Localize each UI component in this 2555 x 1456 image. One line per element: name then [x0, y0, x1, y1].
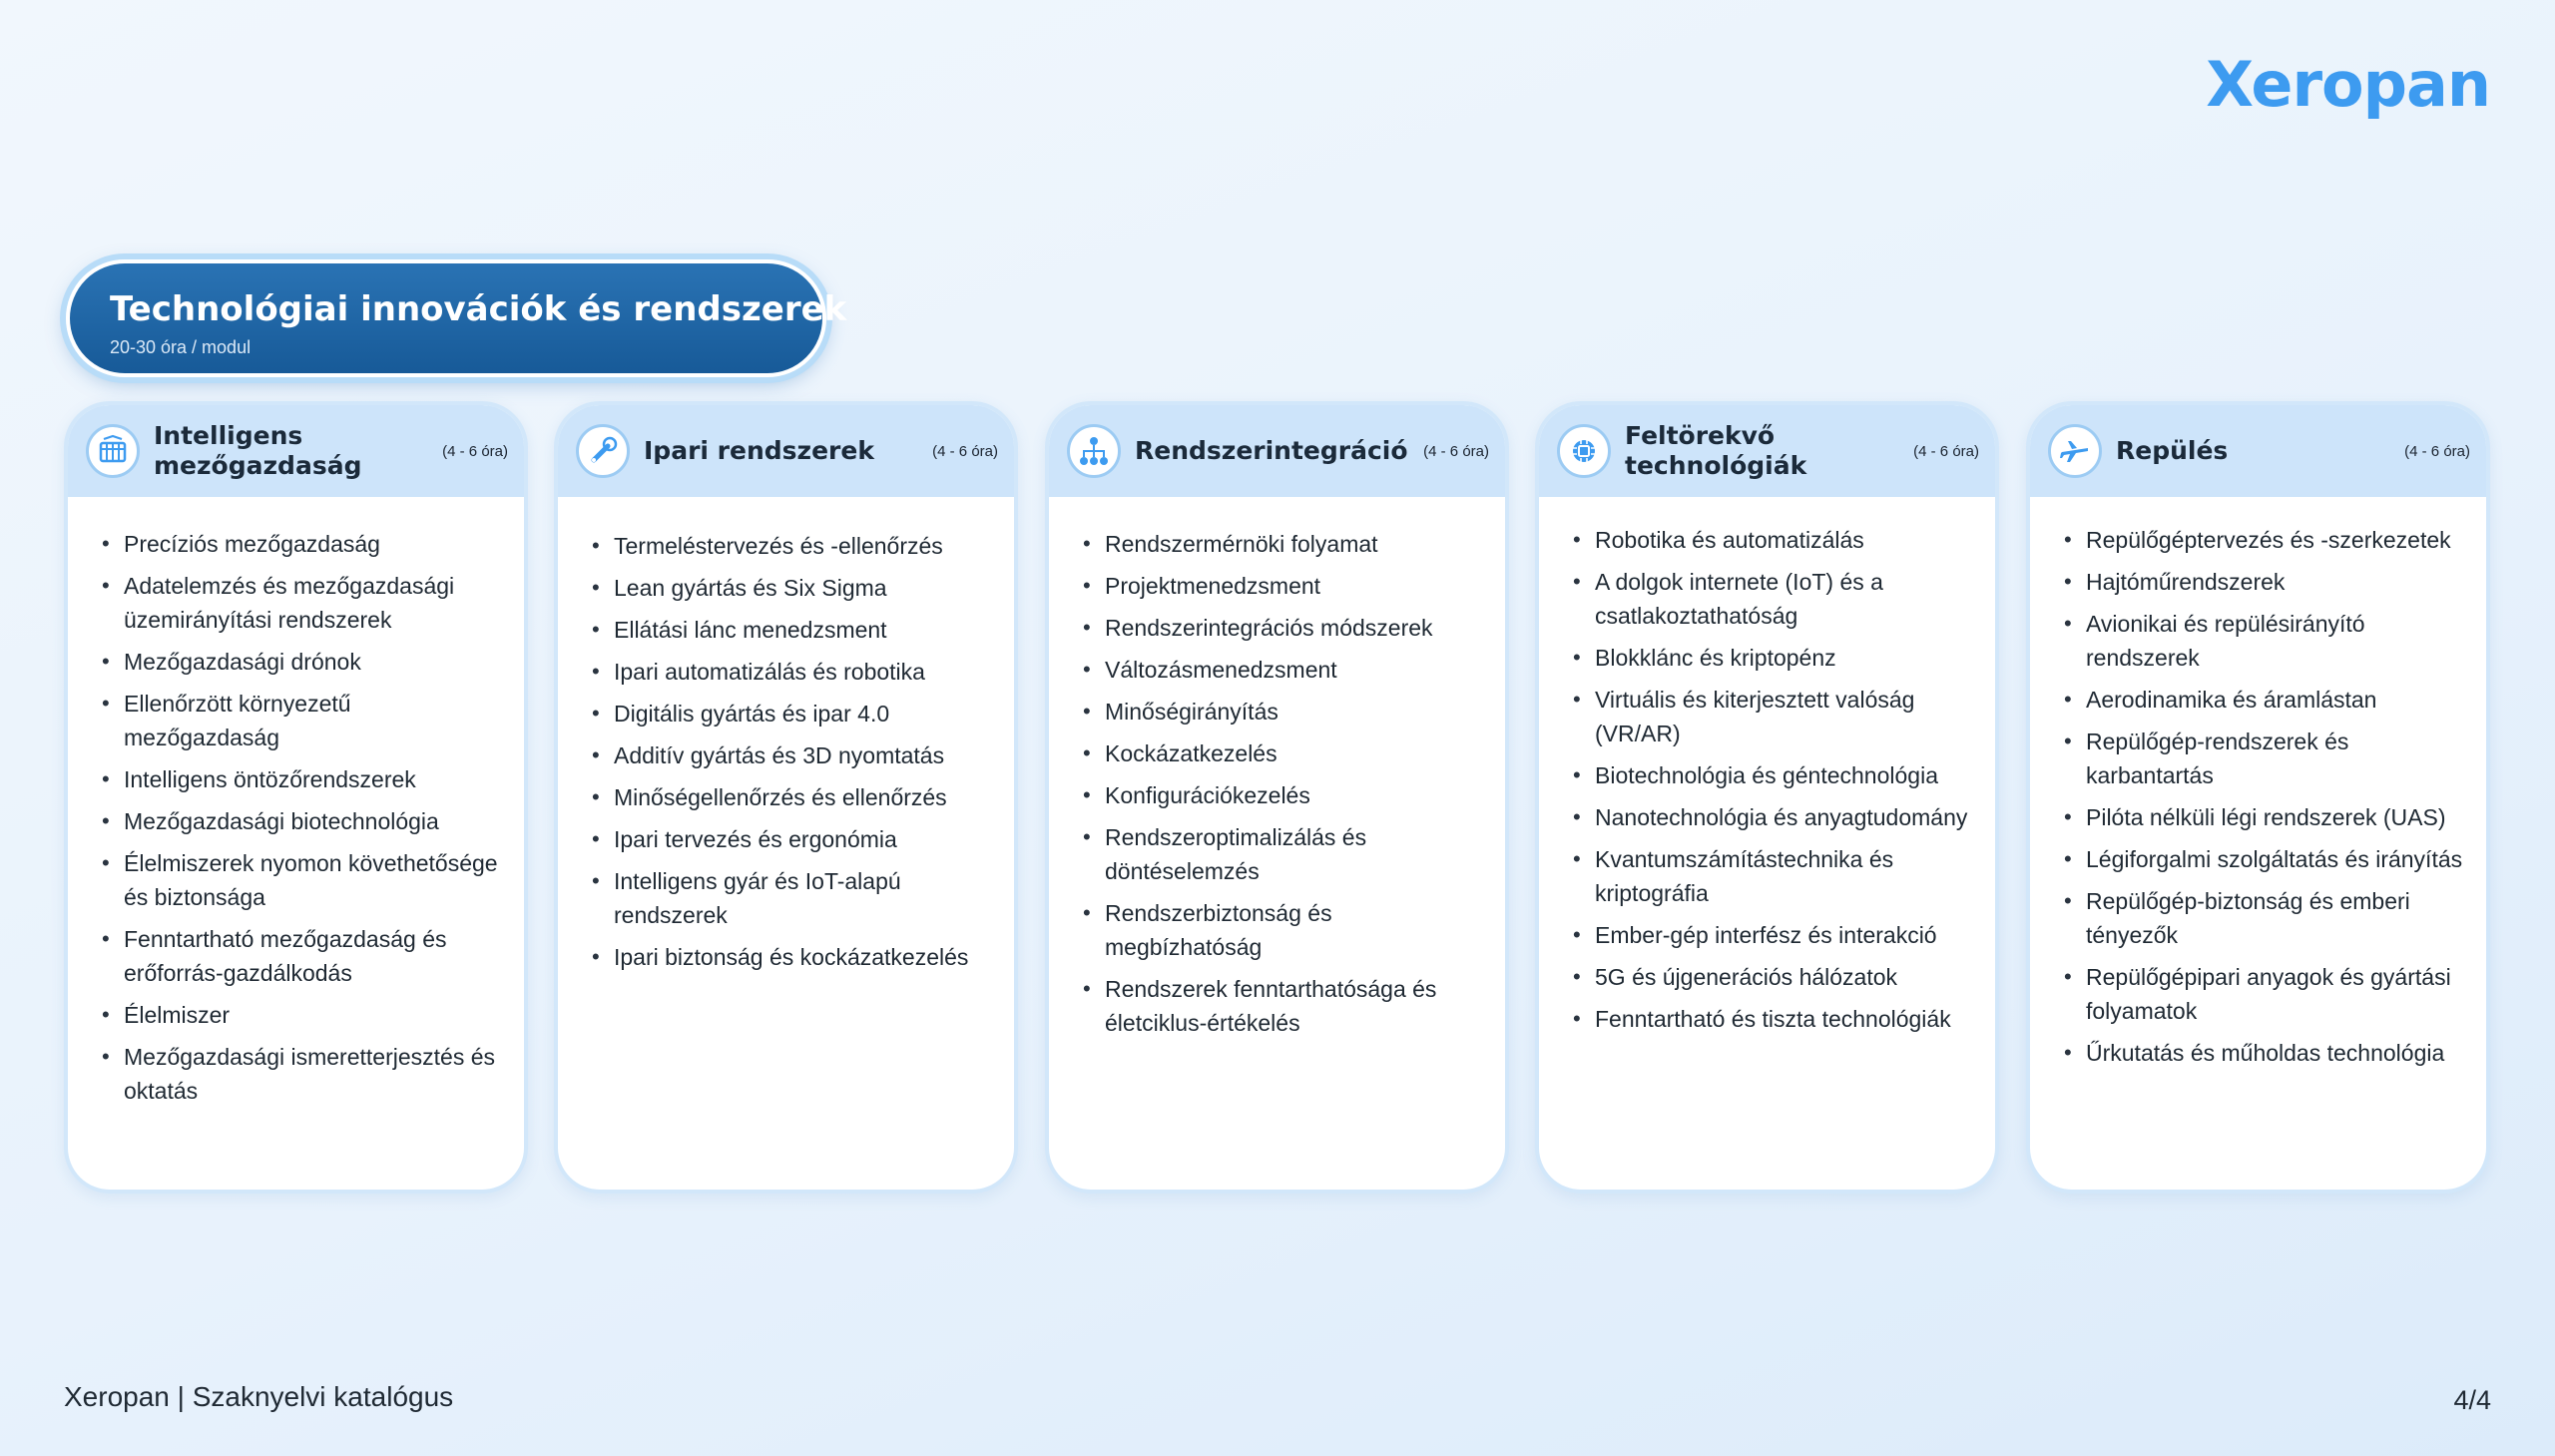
list-item: • A dolgok internete (IoT) és a csatlakoztathatóság: [1595, 565, 1981, 633]
card-hours: (4 - 6 óra): [1913, 442, 1979, 460]
list-item: • Élelmiszerek nyomon követhetősége és biztonsága: [124, 846, 510, 914]
card-intelligent-agriculture: [64, 401, 528, 1194]
card-hours: (4 - 6 óra): [442, 442, 508, 460]
list-item: • Hajtóműrendszerek: [2086, 565, 2472, 599]
list-item: • Változásmenedzsment: [1105, 653, 1491, 687]
card-header: [68, 405, 524, 497]
footer-catalog-title: Xeropan | Szaknyelvi katalógus: [64, 1381, 454, 1412]
card-emerging-technologies: [1535, 401, 1999, 1194]
topic-list: [1539, 523, 1995, 1036]
airplane-icon: [2048, 424, 2102, 478]
topic-list: [1049, 527, 1505, 1040]
card-industrial-systems: [554, 401, 1018, 1194]
card-header: [1049, 405, 1505, 497]
list-item: • Termeléstervezés és -ellenőrzés: [614, 529, 1000, 563]
list-item: • Nanotechnológia és anyagtudomány: [1595, 800, 1981, 834]
card-header: [1539, 405, 1995, 497]
list-item: • Rendszeroptimalizálás és döntéselemzés: [1105, 820, 1491, 888]
module-title: Technológiai innovációk és rendszerek: [110, 289, 847, 329]
card-hours: (4 - 6 óra): [932, 442, 998, 460]
list-item: • Intelligens öntözőrendszerek: [124, 762, 510, 796]
list-item: • Ember-gép interfész és interakció: [1595, 918, 1981, 952]
wrench-icon: [576, 424, 630, 478]
chip-icon: [1557, 424, 1611, 478]
card-title: Feltörekvő technológiák: [1625, 421, 1807, 480]
list-item: • Avionikai és repülésirányító rendszerek: [2086, 607, 2472, 675]
list-item: • Ipari automatizálás és robotika: [614, 655, 1000, 689]
list-item: • Aerodinamika és áramlástan: [2086, 683, 2472, 717]
list-item: • Fenntartható mezőgazdaság és erőforrás-gazdálkodás: [124, 922, 510, 990]
card-title: Intelligens mezőgazdaság: [154, 421, 362, 480]
list-item: • Projektmenedzsment: [1105, 569, 1491, 603]
list-item: • Repülőgéptervezés és -szerkezetek: [2086, 523, 2472, 557]
topic-list: [68, 527, 524, 1108]
card-header: [2030, 405, 2486, 497]
module-duration: 20-30 óra / modul: [110, 337, 252, 357]
card-hours: (4 - 6 óra): [2404, 442, 2470, 460]
list-item: • Mezőgazdasági biotechnológia: [124, 804, 510, 838]
list-item: • Űrkutatás és műholdas technológia: [2086, 1036, 2472, 1070]
list-item: • Élelmiszer: [124, 998, 510, 1032]
list-item: • Minőségellenőrzés és ellenőrzés: [614, 780, 1000, 814]
list-item: • Pilóta nélküli légi rendszerek (UAS): [2086, 800, 2472, 834]
list-item: • Minőségirányítás: [1105, 695, 1491, 728]
list-item: • Konfigurációkezelés: [1105, 778, 1491, 812]
list-item: • Biotechnológia és géntechnológia: [1595, 758, 1981, 792]
list-item: • Ellátási lánc menedzsment: [614, 613, 1000, 647]
list-item: • Mezőgazdasági drónok: [124, 645, 510, 679]
list-item: • Kvantumszámítástechnika és kriptográfia: [1595, 842, 1981, 910]
list-item: • Rendszerintegrációs módszerek: [1105, 611, 1491, 645]
list-item: • Precíziós mezőgazdaság: [124, 527, 510, 561]
list-item: • Rendszerbiztonság és megbízhatóság: [1105, 896, 1491, 964]
topic-list: [558, 529, 1014, 974]
list-item: • Repülőgépipari anyagok és gyártási folyamatok: [2086, 960, 2472, 1028]
list-item: • Légiforgalmi szolgáltatás és irányítás: [2086, 842, 2472, 876]
page-number: 4/4: [2453, 1385, 2491, 1415]
farm-icon: [86, 424, 140, 478]
card-title: Rendszerintegráció: [1135, 436, 1408, 465]
list-item: • Adatelemzés és mezőgazdasági üzemirányítási rendszerek: [124, 569, 510, 637]
module-header: [66, 259, 847, 377]
card-system-integration: [1045, 401, 1509, 1194]
list-item: • Rendszerek fenntarthatósága és életciklus-értékelés: [1105, 972, 1491, 1040]
list-item: • Ellenőrzött környezetű mezőgazdaság: [124, 687, 510, 754]
list-item: • Ipari tervezés és ergonómia: [614, 822, 1000, 856]
xeropan-logo: Xeropan: [2206, 48, 2490, 121]
list-item: • Intelligens gyár és IoT-alapú rendszerek: [614, 864, 1000, 932]
list-item: • Kockázatkezelés: [1105, 736, 1491, 770]
list-item: • Additív gyártás és 3D nyomtatás: [614, 738, 1000, 772]
list-item: • 5G és újgenerációs hálózatok: [1595, 960, 1981, 994]
list-item: • Ipari biztonság és kockázatkezelés: [614, 940, 1000, 974]
list-item: • Robotika és automatizálás: [1595, 523, 1981, 557]
hierarchy-icon: [1067, 424, 1121, 478]
list-item: • Fenntartható és tiszta technológiák: [1595, 1002, 1981, 1036]
topic-list: [2030, 523, 2486, 1070]
list-item: • Blokklánc és kriptopénz: [1595, 641, 1981, 675]
list-item: • Repülőgép-rendszerek és karbantartás: [2086, 725, 2472, 792]
list-item: • Lean gyártás és Six Sigma: [614, 571, 1000, 605]
list-item: • Repülőgép-biztonság és emberi tényezők: [2086, 884, 2472, 952]
list-item: • Digitális gyártás és ipar 4.0: [614, 697, 1000, 730]
card-header: [558, 405, 1014, 497]
list-item: • Rendszermérnöki folyamat: [1105, 527, 1491, 561]
card-aviation: [2026, 401, 2490, 1194]
list-item: • Mezőgazdasági ismeretterjesztés és oktatás: [124, 1040, 510, 1108]
card-hours: (4 - 6 óra): [1423, 442, 1489, 460]
card-title: Repülés: [2116, 436, 2229, 465]
card-title: Ipari rendszerek: [644, 436, 874, 465]
list-item: • Virtuális és kiterjesztett valóság (VR/AR): [1595, 683, 1981, 750]
